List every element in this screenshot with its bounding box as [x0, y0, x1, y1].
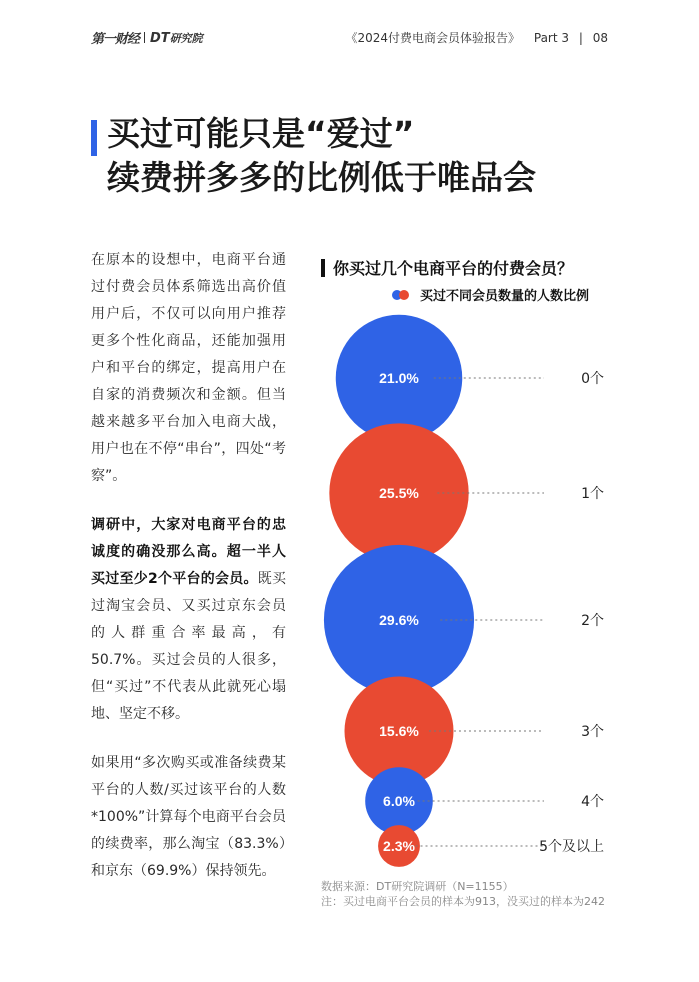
category-label-3: 3个 [581, 724, 604, 740]
title-accent-bar [91, 120, 97, 156]
paragraph-2-bold: 调研中，大家对电商平台的忠诚度的确没那么高。超一半人买过至少2个平台的会员。 [91, 517, 286, 587]
chart-title [321, 256, 573, 279]
logo-text-2: DT研究院 [150, 30, 203, 46]
chart-title-text: 你买过几个电商平台的付费会员？ [333, 259, 574, 278]
report-info [346, 29, 609, 46]
title-line-2: 续费拼多多的比例低于唯品会 [107, 158, 536, 197]
category-label-0: 0个 [581, 371, 604, 387]
page-number: 08 [592, 31, 608, 45]
bubble-value-label-2: 29.6% [379, 612, 419, 628]
category-label-1: 1个 [581, 486, 604, 502]
source-note [321, 879, 605, 909]
bubble-value-label-1: 25.5% [379, 485, 419, 501]
chart-title-marker [321, 259, 325, 277]
bubble-chart [300, 300, 620, 880]
bubble-value-label-3: 15.6% [379, 723, 419, 739]
category-label-5: 5个及以上 [539, 839, 604, 855]
legend-label: 买过不同会员数量的人数比例 [420, 289, 590, 304]
title-line-1: 买过可能只是“爱过” [107, 114, 415, 153]
logo-text-1: 第一财经 [91, 32, 140, 47]
source-line-1: 数据来源：DT研究院调研（N=1155） [321, 880, 514, 893]
paragraph-2 [91, 512, 286, 728]
logo [91, 28, 203, 47]
page-title [91, 112, 536, 200]
category-label-2: 2个 [581, 613, 604, 629]
report-title: 《2024付费电商会员体验报告》 [345, 31, 521, 45]
bubble-value-label-5: 2.3% [383, 838, 415, 854]
bubble-value-label-0: 21.0% [379, 370, 419, 386]
paragraph-3: 如果用“多次购买或准备续费某平台的人数/买过该平台的人数*100%”计算每个电商平台会员的续费率，那么淘宝（83.3%）和京东（69.9%）保持领先。 [91, 755, 286, 879]
paragraph-1: 在原本的设想中，电商平台通过付费会员体系筛选出高价值用户后，不仅可以向用户推荐更多个性化商品，还能加强用户和平台的绑定，提高用户在自家的消费频次和金额。但当越来越多平台加入电商大战，用户也在不停“串台”，四处“考察”。 [91, 252, 286, 484]
logo-separator [144, 32, 145, 43]
paragraph-2-rest: 既买过淘宝会员、又买过京东会员的人群重合率最高，有50.7%。买过会员的人很多，但“买过”不代表从此就死心塌地、坚定不移。 [91, 571, 286, 722]
body-text [91, 247, 286, 907]
category-label-4: 4个 [581, 794, 604, 810]
bubble-value-label-4: 6.0% [383, 793, 415, 809]
part-label: Part 3 [533, 31, 570, 45]
source-line-2: 注：买过电商平台会员的样本为913，没买过的样本为242 [321, 895, 605, 908]
legend-swatch [392, 290, 412, 300]
divider: | [578, 31, 583, 45]
page-header [91, 28, 608, 46]
